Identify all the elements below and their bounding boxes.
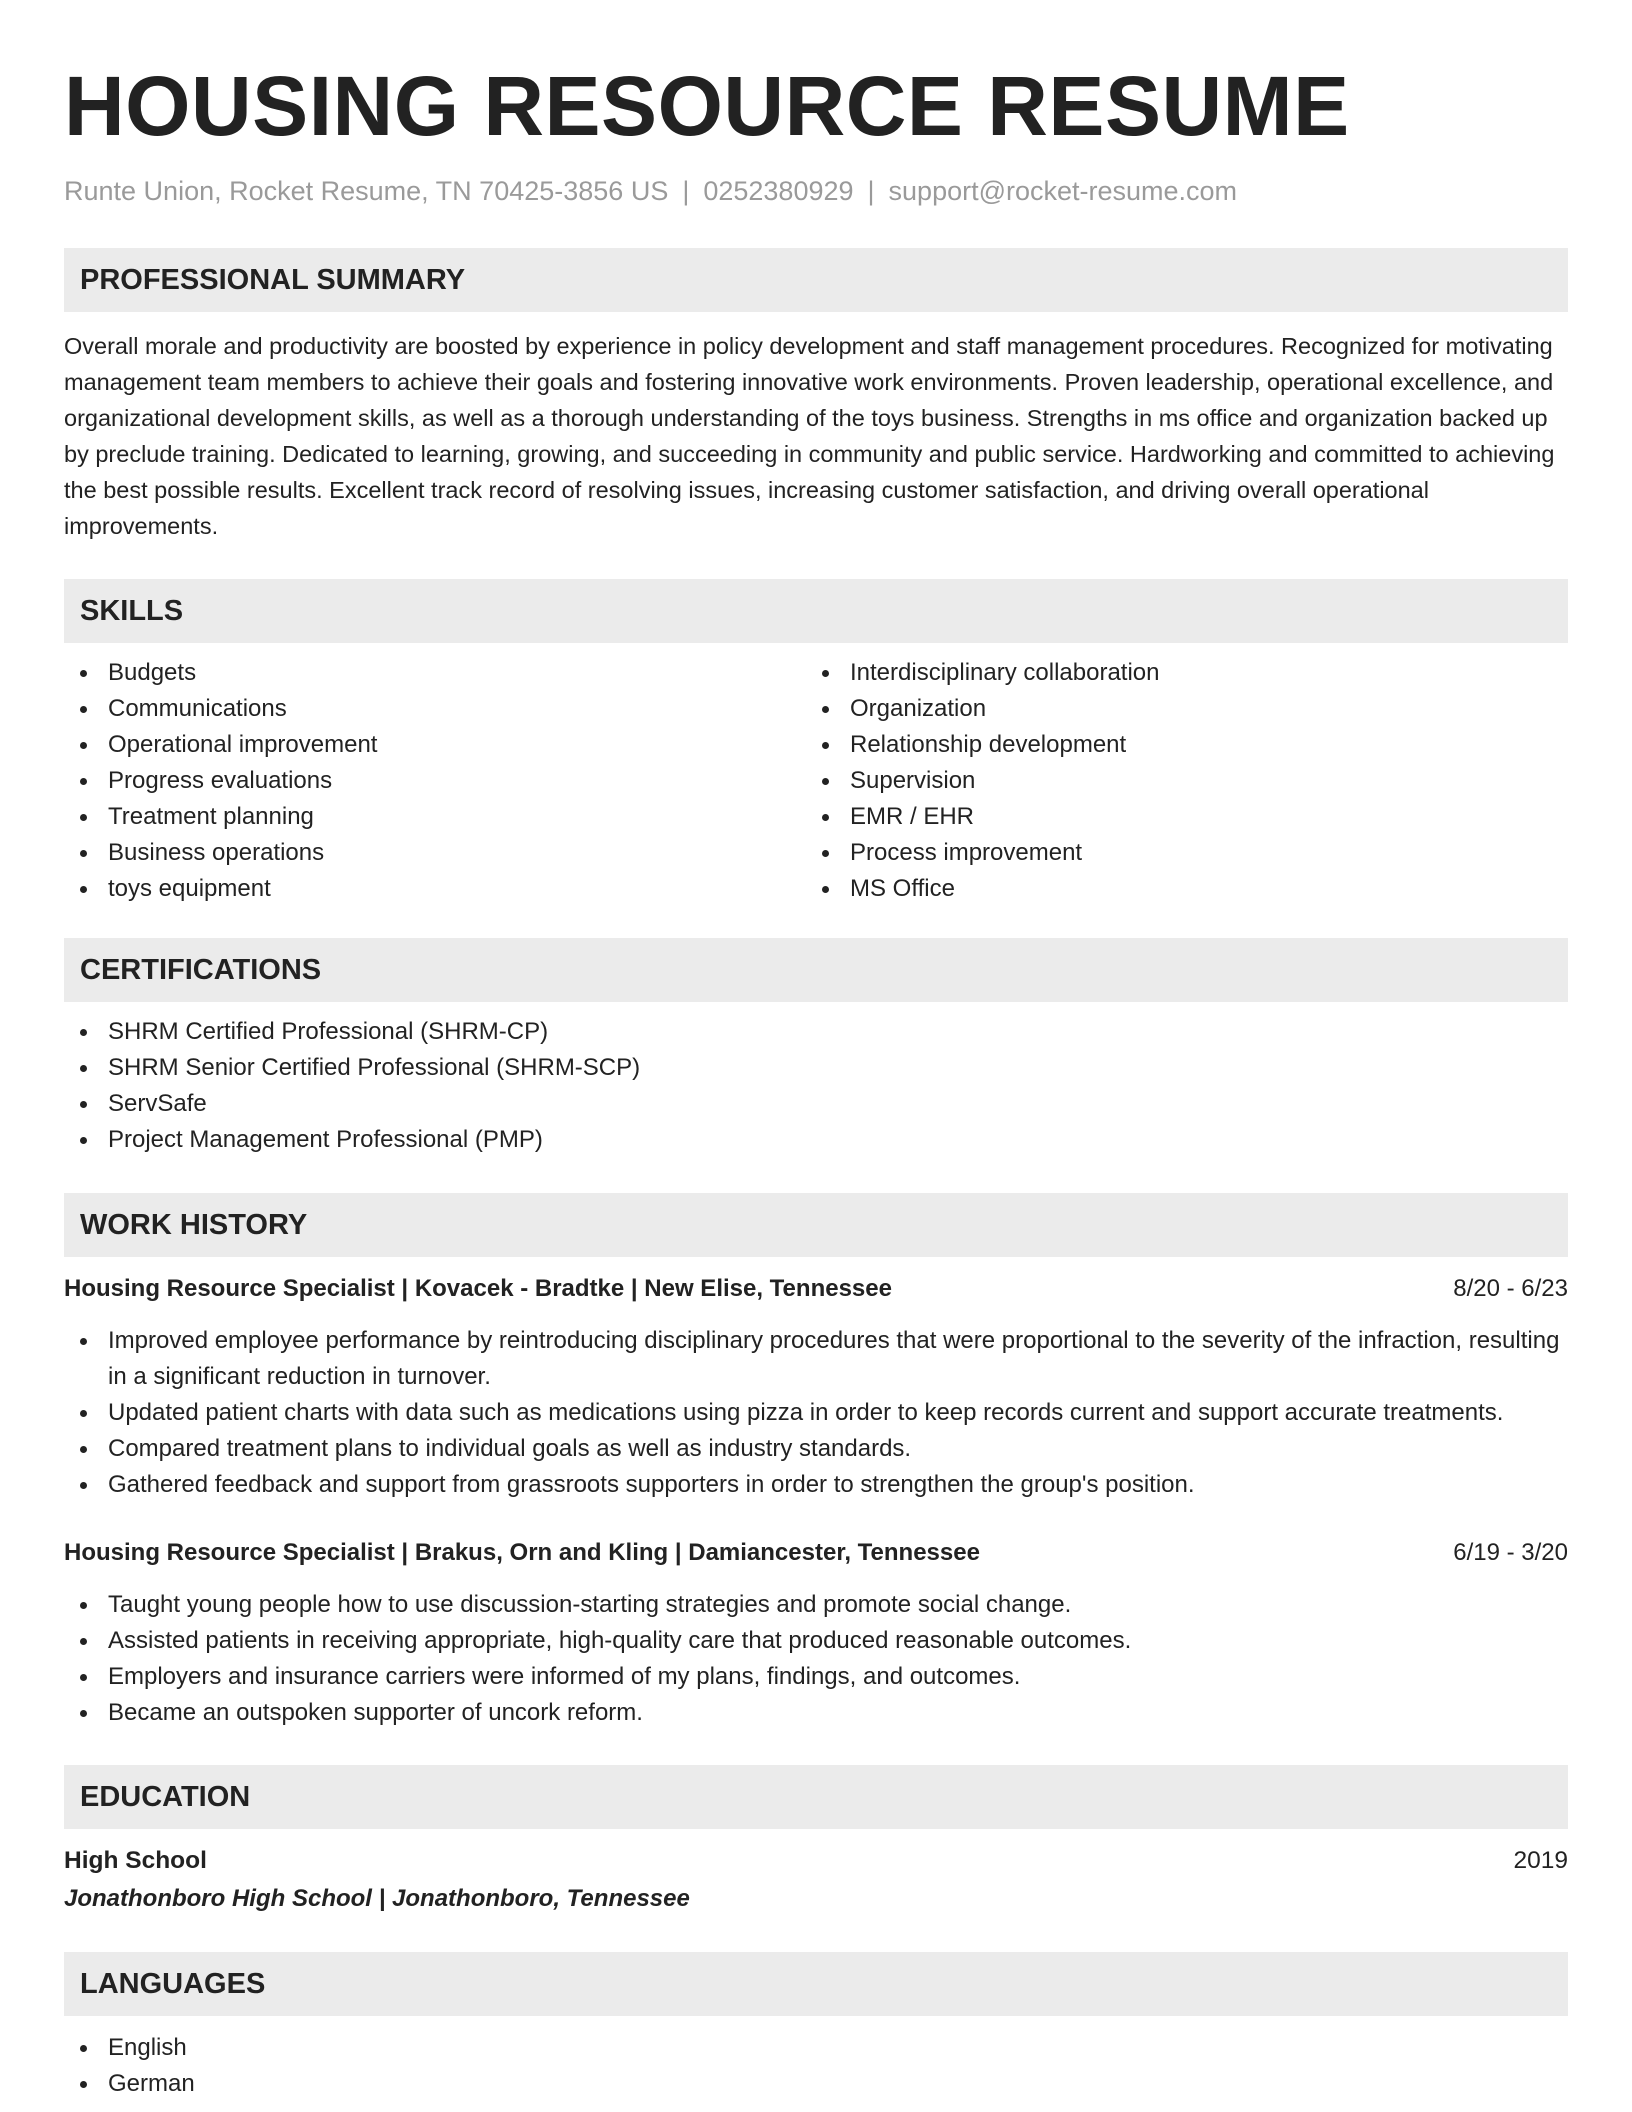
job-header (64, 1535, 1568, 1571)
job-entry (64, 1271, 1568, 1503)
contact-line (64, 174, 1568, 208)
section-header-languages: LANGUAGES (64, 1952, 1568, 2016)
contact-separator: | (682, 176, 690, 206)
job-bullet: Compared treatment plans to individual goals as well as industry standards. (64, 1431, 1568, 1467)
skill-item: Progress evaluations (64, 763, 806, 799)
job-dates: 6/19 - 3/20 (1453, 1539, 1568, 1566)
certification-item: ServSafe (64, 1086, 1568, 1122)
skill-item: Operational improvement (64, 727, 806, 763)
section-header-education: EDUCATION (64, 1765, 1568, 1829)
job-bullet: Gathered feedback and support from grassroots supporters in order to strengthen the group's position. (64, 1467, 1568, 1503)
summary-text: Overall morale and productivity are boosted by experience in policy development and staff management procedures. Recognized for motivating management team members to achieve their goals and fostering innovative work environments. Proven leadership, operational excellence, and organizational development skills, as well as a thorough understanding of the toys business. Strengths in ms office and organization backed up by preclude training. Dedicated to learning, growing, and succeeding in community and public service. Hardworking and committed to achieving the best possible results. Excellent track record of resolving issues, increasing customer satisfaction, and driving overall operational improvements. (64, 333, 1555, 539)
contact-email[interactable]: support@rocket-resume.com (888, 176, 1238, 206)
skills-list-left (64, 655, 806, 907)
certification-item: SHRM Senior Certified Professional (SHRM-SCP) (64, 1050, 1568, 1086)
skill-item: Relationship development (806, 727, 1548, 763)
job-bullets (64, 1323, 1568, 1503)
skill-item: Treatment planning (64, 799, 806, 835)
skill-item: Communications (64, 691, 806, 727)
job-bullet: Improved employee performance by reintroducing disciplinary procedures that were proportional to the severity of the infraction, resulting in a significant reduction in turnover. (64, 1323, 1568, 1395)
contact-phone: 0252380929 (703, 176, 854, 206)
job-bullets (64, 1587, 1568, 1731)
contact-address: Runte Union, Rocket Resume, TN 70425-3856 US (64, 176, 669, 206)
job-title: Housing Resource Specialist | Brakus, Orn and Kling | Damiancester, Tennessee (64, 1539, 980, 1566)
education-year: 2019 (1513, 1847, 1568, 1874)
job-bullet: Employers and insurance carriers were informed of my plans, findings, and outcomes. (64, 1659, 1568, 1695)
skill-item: Business operations (64, 835, 806, 871)
section-header-summary: PROFESSIONAL SUMMARY (64, 248, 1568, 312)
skill-item: Interdisciplinary collaboration (806, 655, 1548, 691)
skills-columns (64, 655, 1568, 907)
skill-item: Supervision (806, 763, 1548, 799)
resume-title: HOUSING RESOURCE RESUME (64, 59, 1350, 153)
certification-item: Project Management Professional (PMP) (64, 1122, 1568, 1158)
section-header-certifications: CERTIFICATIONS (64, 938, 1568, 1002)
skills-list-right (806, 655, 1548, 907)
job-bullet: Assisted patients in receiving appropriate, high-quality care that produced reasonable outcomes. (64, 1623, 1568, 1659)
education-school: Jonathonboro High School | Jonathonboro, Tennessee (64, 1885, 690, 1912)
job-bullet: Updated patient charts with data such as medications using pizza in order to keep records current and support accurate treatments. (64, 1395, 1568, 1431)
certifications-list (64, 1014, 1568, 1158)
section-header-skills: SKILLS (64, 579, 1568, 643)
skill-item: MS Office (806, 871, 1548, 907)
job-title: Housing Resource Specialist | Kovacek - Bradtke | New Elise, Tennessee (64, 1275, 892, 1302)
languages-list (64, 2030, 1568, 2102)
skill-item: Process improvement (806, 835, 1548, 871)
resume-page (64, 0, 1568, 2102)
skill-item: Organization (806, 691, 1548, 727)
job-header (64, 1271, 1568, 1307)
skill-item: toys equipment (64, 871, 806, 907)
language-item: German (64, 2066, 1568, 2102)
language-item: English (64, 2030, 1568, 2066)
skill-item: EMR / EHR (806, 799, 1548, 835)
education-degree: High School (64, 1847, 207, 1874)
job-entry (64, 1535, 1568, 1731)
job-bullet: Taught young people how to use discussion-starting strategies and promote social change. (64, 1587, 1568, 1623)
section-header-work-history: WORK HISTORY (64, 1193, 1568, 1257)
skill-item: Budgets (64, 655, 806, 691)
certification-item: SHRM Certified Professional (SHRM-CP) (64, 1014, 1568, 1050)
education-header (64, 1843, 1568, 1879)
job-dates: 8/20 - 6/23 (1453, 1275, 1568, 1302)
job-bullet: Became an outspoken supporter of uncork reform. (64, 1695, 1568, 1731)
contact-separator: | (867, 176, 875, 206)
